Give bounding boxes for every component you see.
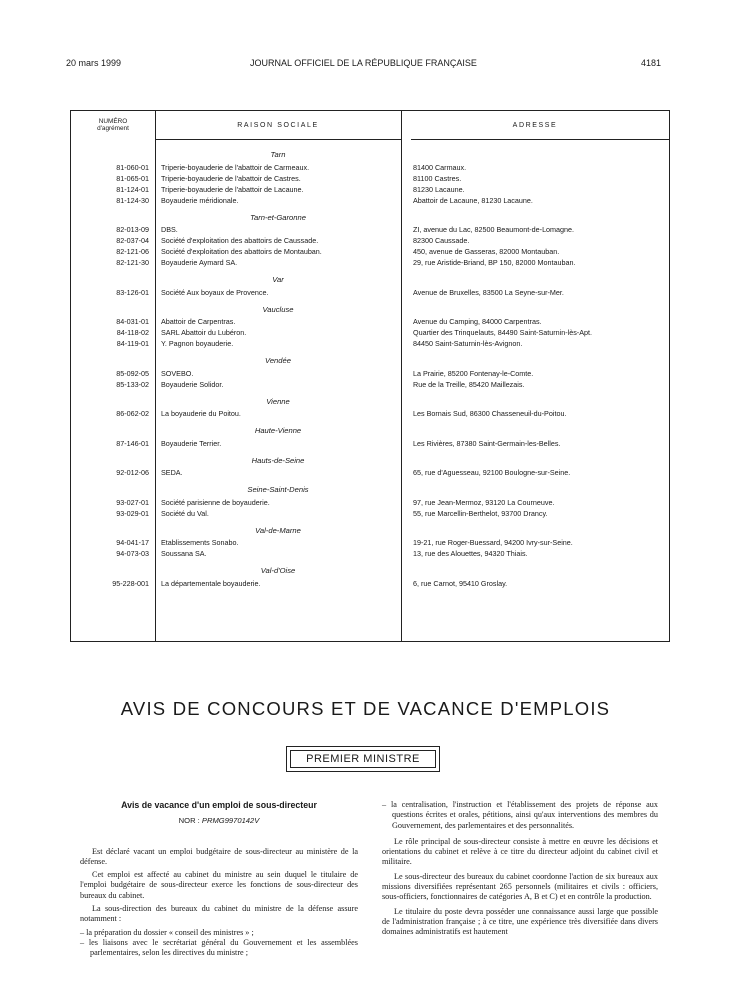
table-row — [71, 224, 669, 235]
department-heading: Haute-Vienne — [254, 426, 302, 435]
address: 65, rue d'Aguesseau, 92100 Boulogne-sur-Seine. — [413, 468, 571, 477]
approval-number: 82-121-30 — [116, 258, 149, 267]
table-row — [71, 316, 669, 327]
nor-code: PRMG9970142V — [201, 816, 260, 826]
company-name: La départementale boyauderie. — [161, 578, 261, 588]
journal-title: JOURNAL OFFICIEL DE LA RÉPUBLIQUE FRANÇAISE — [250, 58, 477, 68]
paragraph: Le rôle principal de sous-directeur consiste à mettre en œuvre les décisions et orientations du cabinet et relève à ce titre du directeur adjoint du cabinet civil et militaire. — [382, 836, 658, 867]
address: 29, rue Aristide-Briand, BP 150, 82000 Montauban. — [413, 258, 576, 267]
table-row — [71, 408, 669, 419]
page-header — [66, 58, 661, 70]
company-name: Société d'exploitation des abattoirs de Caussade. — [161, 236, 319, 245]
company-name: Boyauderie Aymard SA. — [161, 258, 238, 267]
approval-number: 95-228-001 — [112, 578, 149, 588]
header-raison-sociale: RAISON SOCIALE — [237, 121, 319, 129]
address: 82300 Caussade. — [413, 236, 470, 245]
approval-number: 82-121-06 — [116, 247, 149, 256]
department-heading: Seine-Saint-Denis — [247, 485, 309, 494]
address: 84450 Saint-Saturnin-lès-Avignon. — [413, 339, 523, 348]
article-left-column — [80, 800, 358, 959]
approval-number: 92-012-06 — [116, 468, 149, 477]
table-row — [71, 162, 669, 173]
address: La Prairie, 85200 Fontenay-le-Comte. — [413, 368, 534, 378]
table-row — [71, 537, 669, 548]
address: 19-21, rue Roger-Buessard, 94200 Ivry-sur-Seine. — [413, 538, 573, 547]
table-row — [71, 173, 669, 184]
company-name: Société d'exploitation des abattoirs de Montauban. — [161, 247, 322, 256]
address: 97, rue Jean-Mermoz, 93120 La Courneuve. — [413, 497, 555, 507]
company-name: Boyauderie méridionale. — [161, 195, 239, 205]
department-heading: Vaucluse — [262, 304, 294, 314]
address: 13, rue des Alouettes, 94320 Thiais. — [413, 549, 528, 558]
address: Abattoir de Lacaune, 81230 Lacaune. — [413, 195, 533, 205]
company-name: Société parisienne de boyauderie. — [161, 497, 270, 507]
list-item: – les liaisons avec le secrétariat général du Gouvernement et les assemblées parlementaires, selon les directives du ministre ; — [80, 937, 358, 958]
header-numero-line2: d'agrément — [97, 125, 129, 132]
paragraph: La sous-direction des bureaux du cabinet du ministre de la défense assure notamment : — [80, 904, 358, 924]
address: 81230 Lacaune. — [413, 184, 465, 194]
table-row — [71, 467, 669, 478]
address: ZI, avenue du Lac, 82500 Beaumont-de-Lomagne. — [413, 225, 575, 234]
header-separator — [411, 139, 669, 140]
address: Les Bornais Sud, 86300 Chasseneuil-du-Poitou. — [413, 409, 567, 418]
department-heading: Vienne — [266, 396, 290, 406]
paragraph: Le titulaire du poste devra posséder une connaissance aussi large que possible de l'administration française ; à ce titre, une expérience très diversifiée dans divers domaines administratifs est hautement — [382, 906, 658, 937]
address: 81100 Castres. — [413, 173, 462, 183]
approval-number: 94-073-03 — [116, 549, 149, 558]
header-numero — [71, 111, 155, 139]
approval-number: 85-092-05 — [116, 368, 149, 378]
company-name: SEDA. — [161, 468, 183, 477]
ministry-label: PREMIER MINISTRE — [290, 750, 436, 768]
approval-number: 81-124-30 — [116, 195, 149, 205]
approval-number: 93-027-01 — [116, 497, 149, 507]
address: Quartier des Trinquelauts, 84490 Saint-Saturnin-lès-Apt. — [413, 328, 592, 337]
approval-number: 83-126-01 — [116, 287, 149, 297]
approval-number: 84-119-01 — [116, 339, 149, 348]
company-name: Triperie-boyauderie de l'abattoir de Carmeaux. — [161, 162, 310, 172]
address: Rue de la Treille, 85420 Maillezais. — [413, 379, 525, 389]
address: 55, rue Marcellin-Berthelot, 93700 Drancy. — [413, 508, 548, 518]
table-body — [71, 149, 669, 589]
address: 6, rue Carnot, 95410 Groslay. — [413, 578, 508, 588]
approval-number: 82-013-09 — [116, 225, 149, 234]
table-row — [71, 438, 669, 449]
company-name: Y. Pagnon boyauderie. — [161, 339, 234, 348]
approval-number: 82-037-04 — [116, 236, 149, 245]
paragraph: Le sous-directeur des bureaux du cabinet coordonne l'action de six bureaux aux missions diversifiées représentant 265 personnels (militaires et civils : officiers, sous-officiers, fonctionnaires de catégories A, B et C) et en contrôle la production. — [382, 871, 658, 902]
company-name: Société Aux boyaux de Provence. — [161, 287, 269, 297]
nor-label: NOR : — [178, 816, 200, 826]
ministry-box — [286, 746, 440, 772]
article-title: Avis de vacance d'un emploi de sous-directeur — [121, 800, 317, 810]
department-heading: Val-d'Oise — [260, 566, 296, 575]
table-row — [71, 548, 669, 559]
department-heading: Var — [272, 275, 284, 284]
approval-number: 84-118-02 — [116, 328, 149, 337]
department-heading: Tarn-et-Garonne — [250, 212, 306, 222]
approval-table — [70, 110, 670, 642]
table-row — [71, 338, 669, 349]
approval-number: 86-062-02 — [116, 409, 149, 418]
company-name: SARL Abattoir du Lubéron. — [161, 328, 247, 337]
header-date: 20 mars 1999 — [66, 58, 122, 68]
company-name: Abattoir de Carpentras. — [161, 317, 236, 326]
section-title: AVIS DE CONCOURS ET DE VACANCE D'EMPLOIS — [120, 698, 611, 719]
approval-number: 81-060-01 — [116, 162, 149, 172]
paragraph: Est déclaré vacant un emploi budgétaire de sous-directeur au ministère de la défense. — [80, 846, 358, 866]
list-item: – la préparation du dossier « conseil des ministres » ; — [80, 927, 254, 937]
table-row — [71, 497, 669, 508]
article-right-column — [382, 800, 658, 942]
company-name: Boyauderie Terrier. — [161, 438, 222, 448]
company-name: Triperie-boyauderie de l'abattoir de Lacaune. — [161, 184, 304, 194]
table-row — [71, 195, 669, 206]
department-heading: Vendée — [265, 356, 291, 365]
company-name: DBS. — [161, 225, 178, 234]
table-row — [71, 184, 669, 195]
address: 81400 Carmaux. — [413, 162, 467, 172]
nor-reference — [80, 816, 358, 826]
address: 450, avenue de Gasseras, 82000 Montauban. — [413, 247, 560, 256]
company-name: Etablissements Sonabo. — [161, 538, 239, 547]
header-numero-line1: NUMÉRO — [98, 118, 128, 125]
address: Avenue de Bruxelles, 83500 La Seyne-sur-Mer. — [413, 287, 564, 297]
table-row — [71, 327, 669, 338]
header-separator — [155, 139, 401, 140]
approval-number: 87-146-01 — [116, 438, 149, 448]
table-row — [71, 368, 669, 379]
department-heading: Tarn — [270, 150, 286, 159]
company-name: Triperie-boyauderie de l'abattoir de Castres. — [161, 173, 301, 183]
paragraph: Cet emploi est affecté au cabinet du ministre au sein duquel le titulaire de l'emploi budgétaire de sous-directeur exerce les fonctions de sous-directeur des bureaux du cabinet. — [80, 870, 358, 900]
table-row — [71, 379, 669, 390]
table-row — [71, 578, 669, 589]
address: Avenue du Camping, 84000 Carpentras. — [413, 317, 542, 326]
approval-number: 94-041-17 — [116, 538, 149, 547]
table-row — [71, 235, 669, 246]
address: Les Rivières, 87380 Saint-Germain-les-Belles. — [413, 438, 561, 448]
table-row — [71, 246, 669, 257]
header-adresse: ADRESSE — [512, 121, 558, 129]
department-heading: Val-de-Marne — [255, 525, 301, 535]
department-heading: Hauts-de-Seine — [251, 455, 305, 465]
approval-number: 81-065-01 — [116, 173, 149, 183]
company-name: Société du Val. — [161, 508, 209, 518]
table-row — [71, 257, 669, 268]
approval-number: 84-031-01 — [116, 317, 149, 326]
list-item: – la centralisation, l'instruction et l'établissement des projets de réponse aux questions écrites et orales, pétitions, ainsi qu'aux interventions des membres du Gouvernement, des parlementaires et des personnalités. — [382, 800, 658, 830]
table-row — [71, 508, 669, 519]
company-name: La boyauderie du Poitou. — [161, 409, 241, 418]
approval-number: 93-029-01 — [116, 508, 149, 518]
page-number: 4181 — [640, 58, 661, 68]
company-name: Boyauderie Solidor. — [161, 379, 224, 389]
company-name: Soussana SA. — [161, 549, 207, 558]
approval-number: 81-124-01 — [116, 184, 149, 194]
table-row — [71, 287, 669, 298]
company-name: SOVEBO. — [161, 368, 194, 378]
approval-number: 85-133-02 — [116, 379, 149, 389]
